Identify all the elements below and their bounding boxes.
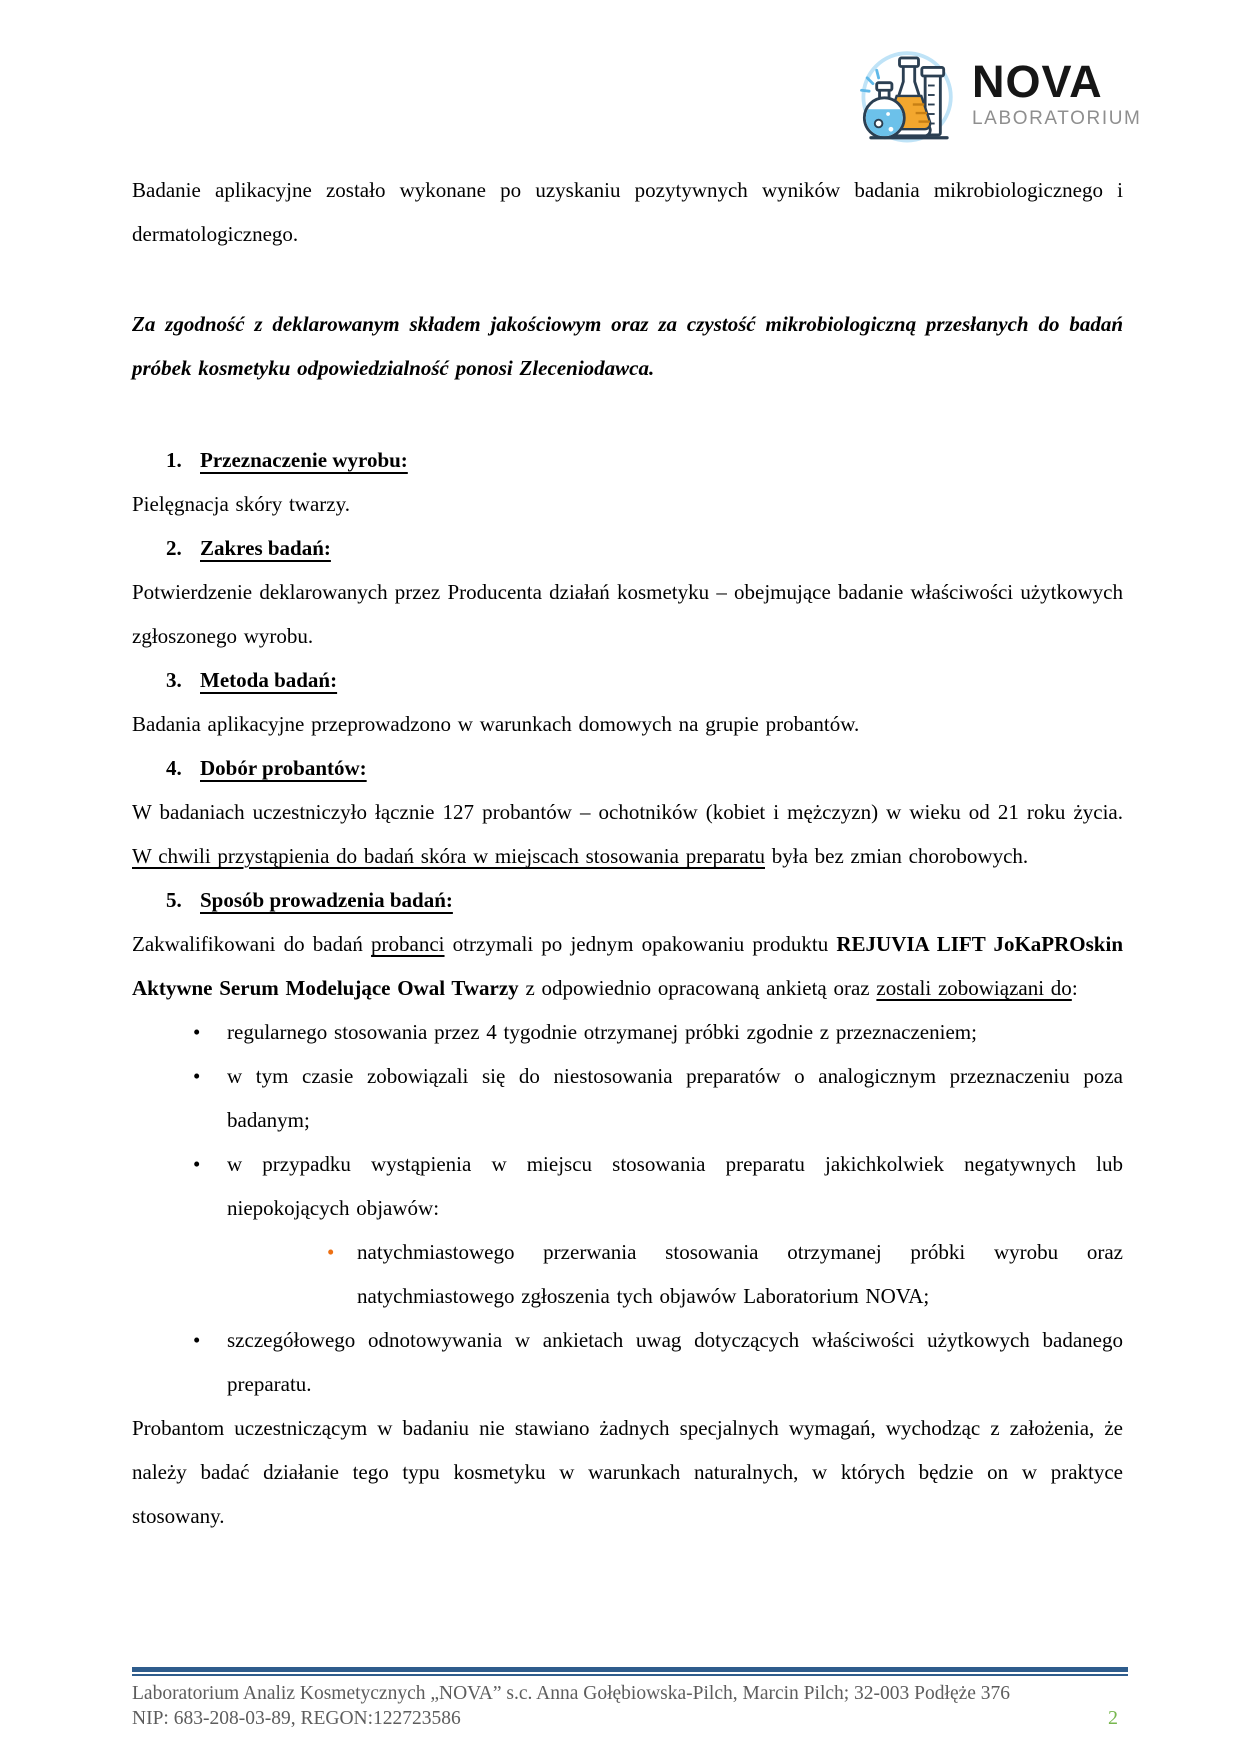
list-item-text: szczegółowego odnotowywania w ankietach uwag dotyczących właściwości użytkowych badanego preparatu.	[227, 1328, 1123, 1396]
section-5-heading	[132, 878, 1123, 922]
underlined-text-run: W chwili przystąpienia do badań skóra w miejscach stosowania preparatu	[132, 844, 765, 868]
closing-paragraph: Probantom uczestniczącym w badaniu nie stawiano żadnych specjalnych wymagań, wychodząc z założenia, że należy badać działanie tego typu kosmetyku w warunkach naturalnych, w których będzie on w praktyce stosowany.	[132, 1416, 1123, 1528]
section-2-number: 2.	[166, 536, 182, 560]
section-5-title: Sposób prowadzenia badań:	[200, 888, 453, 912]
nova-logo	[852, 44, 1141, 146]
section-1	[132, 438, 1123, 526]
section-2-heading	[132, 526, 1123, 570]
section-3-number: 3.	[166, 668, 182, 692]
list-item	[132, 1318, 1123, 1406]
footer-text	[132, 1681, 1010, 1731]
text-run: W badaniach uczestniczyło łącznie 127 probantów – ochotników (kobiet i mężczyzn) w wieku od 21 roku życia.	[132, 800, 1123, 824]
bullet-icon: •	[193, 1152, 201, 1176]
list-item	[132, 1010, 1123, 1054]
section-2	[132, 526, 1123, 658]
footer-company-line: Laboratorium Analiz Kosmetycznych „NOVA” s.c. Anna Gołębiowska-Pilch, Marcin Pilch; 32-003 Podłęże 376	[132, 1683, 1011, 1704]
text-run: z odpowiednio opracowaną ankietą oraz	[518, 976, 877, 1000]
section-4-title: Dobór probantów:	[200, 756, 367, 780]
section-1-title: Przeznaczenie wyrobu:	[200, 448, 408, 472]
bullet-icon: •	[193, 1328, 201, 1352]
section-3-body: Badania aplikacyjne przeprowadzono w warunkach domowych na grupie probantów.	[132, 712, 860, 736]
page-number: 2	[1108, 1707, 1118, 1729]
sub-list-item	[132, 1230, 1123, 1318]
section-1-body: Pielęgnacja skóry twarzy.	[132, 492, 350, 516]
intro-paragraph: Badanie aplikacyjne zostało wykonane po uzyskaniu pozytywnych wyników badania mikrobiologicznego i dermatologicznego.	[132, 178, 1123, 246]
underlined-text-run: zostali zobowiązani do	[876, 976, 1072, 1000]
logo-title: NOVA	[972, 56, 1103, 107]
footer-divider-thin-line	[132, 1674, 1128, 1676]
obligations-list	[132, 1010, 1123, 1406]
logo-text	[972, 56, 1142, 131]
section-1-number: 1.	[166, 448, 182, 472]
section-4	[132, 746, 1123, 878]
document-body	[132, 168, 1123, 1538]
list-item	[132, 1054, 1123, 1142]
section-3	[132, 658, 1123, 746]
list-item	[132, 1142, 1123, 1230]
section-5-number: 5.	[166, 888, 182, 912]
text-run: otrzymali po jednym opakowaniu produktu	[444, 932, 837, 956]
bullet-icon: •	[193, 1064, 201, 1088]
text-run: Zakwalifikowani do badań	[132, 932, 372, 956]
section-2-body: Potwierdzenie deklarowanych przez Producenta działań kosmetyku – obejmujące badanie właściwości użytkowych zgłoszonego wyrobu.	[132, 580, 1123, 648]
footer-divider	[132, 1667, 1128, 1676]
section-5-body	[132, 922, 1123, 1010]
orange-bullet-icon: •	[327, 1240, 335, 1264]
footer-nip-line: NIP: 683-208-03-89, REGON:122723586	[132, 1708, 461, 1729]
section-2-title: Zakres badań:	[200, 536, 331, 560]
section-5	[132, 878, 1123, 1010]
lab-flasks-icon	[852, 44, 966, 146]
text-run: była bez zmian chorobowych.	[765, 844, 1029, 868]
footer-row	[132, 1681, 1128, 1731]
sub-list-item-text: natychmiastowego przerwania stosowania otrzymanej próbki wyrobu oraz natychmiastowego zgłoszenia tych objawów Laboratorium NOVA;	[357, 1240, 1123, 1308]
product-name-bold: REJUVIA LIFT JoKaPROskin Aktywne Serum Modelujące Owal Twarzy	[132, 932, 1123, 1000]
logo-subtitle: LABORATORIUM	[972, 108, 1142, 129]
disclaimer-paragraph: Za zgodność z deklarowanym składem jakościowym oraz za czystość mikrobiologiczną przesłanych do badań próbek kosmetyku odpowiedzialność ponosi Zleceniodawca.	[132, 312, 1123, 380]
list-item-text: w tym czasie zobowiązali się do niestosowania preparatów o analogicznym przeznaczeniu poza badanym;	[227, 1064, 1123, 1132]
list-item-text: w przypadku wystąpienia w miejscu stosowania preparatu jakichkolwiek negatywnych lub niepokojących objawów:	[227, 1152, 1123, 1220]
section-4-heading	[132, 746, 1123, 790]
list-item-text: regularnego stosowania przez 4 tygodnie otrzymanej próbki zgodnie z przeznaczeniem;	[227, 1020, 977, 1044]
bullet-icon: •	[193, 1020, 201, 1044]
section-1-heading	[132, 438, 1123, 482]
section-4-body	[132, 790, 1123, 878]
section-4-number: 4.	[166, 756, 182, 780]
page-footer	[132, 1667, 1128, 1731]
text-run: :	[1071, 976, 1078, 1000]
section-3-title: Metoda badań:	[200, 668, 338, 692]
section-3-heading	[132, 658, 1123, 702]
underlined-text-run: probanci	[371, 932, 445, 956]
